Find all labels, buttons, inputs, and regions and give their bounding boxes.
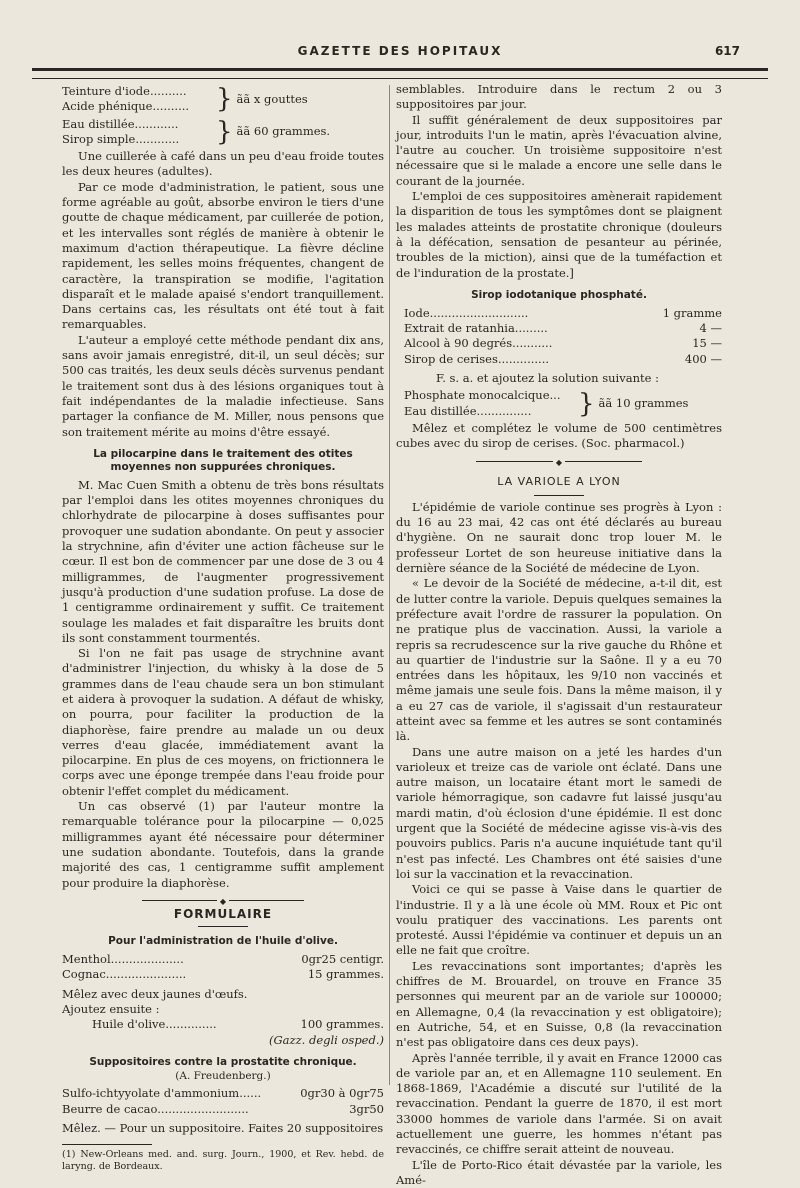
paragraph: Les revaccinations sont importantes; d'après les chiffres de M. Brouardel, on trouve en France 35 personnes qui meurent par an de variole sur 100000; en Allemagne, 0,4 (la revaccination y est obligatoire); en Autriche, 54, et en Suisse, 0,8 (la revaccination n'est pas obligatoire dans ces deux pays). [396,958,722,1050]
recipe-3-heading: Suppositoires contre la prostatite chronique. [89,1055,357,1068]
paragraph: Mêlez et complétez le volume de 500 centimètres cubes avec du sirop de cerises. (Soc. pharmacol.) [396,420,722,451]
section-heading-variole: LA VARIOLE A LYON [497,474,621,488]
column-divider [389,85,390,1085]
paragraph: Dans une autre maison on a jeté les hardes d'un varioleux et treize cas de variole ont éclaté. Dans une autre maison, un locataire étant mort le samedi de variole hémorragique, son cadavre fut laissé jusqu'au mardi matin, d'où éclosion d'une épidémie. Il est donc urgent que la Société de médecine agisse vis-à-vis des pouvoirs publics. Paris n'a aucune inquiétude tant qu'il n'est pas infecté. Les Chambres ont été saisies d'une loi sur la vaccination et la revaccination. [396,744,722,881]
recipe-4-heading: Sirop iodotanique phosphaté. [471,288,647,301]
recipe-1-group-1 [62,84,384,115]
ingredient: Eau distillée............... [404,403,532,418]
header-rule [32,68,768,79]
recipe-row [404,321,722,336]
recipe-1-group-2 [62,117,384,148]
paragraph: L'emploi de ces suppositoires amènerait rapidement la disparition de tous les symptômes dont se plaignent les malades atteints de prostatite chronique (douleurs à la défécation, sensation de pesanteur au périnée, troubles de la miction), ainsi que de la tuméfaction et de l'induration de la prostate.] [396,189,722,280]
quantity: ãã x gouttes [236,91,308,106]
quantity: 3gr50 [349,1101,384,1116]
paragraph: L'île de Porto-Rico était dévastée par la variole, les Amé- [396,1157,722,1187]
paragraph: Par ce mode d'administration, le patient, sous une forme agréable au goût, absorbe environ le tiers d'une goutte de chaque médicament, par cuillerée de potion, et les intervalles sont réglés de manière à obtenir le maximum d'action thérapeutique. La fièvre décline rapidement, les selles moins fréquentes, changent de caractère, la transpiration se modifie, l'agitation disparaît et le malade apaisé s'endort tranquillement. Dans certains cas, les résultats ont été tout à fait remarquables. [62,179,384,332]
quantity: 100 grammes. [300,1017,384,1032]
quantity: 4 — [699,321,722,336]
ornament-divider [62,895,384,905]
paragraph: Voici ce qui se passe à Vaise dans le quartier de l'industrie. Il y a là une école où MM. Roux et Pic ont voulu pratiquer des vaccinations. Les parents ont protesté. Aussi l'épidémie va continuer et depuis un an elle ne fait que croître. [396,882,722,958]
recipe-row [404,336,722,351]
ornament-divider [396,456,722,466]
paragraph: Il suffit généralement de deux suppositoires par jour, introduits l'un le matin, après l'évacuation alvine, l'autre au coucher. Un troisième suppositoire n'est nécessaire que si le malade a encore une selle dans le courant de la journée. [396,112,722,188]
ingredient: Cognac...................... [62,967,187,982]
paragraph: « Le devoir de la Société de médecine, a-t-il dit, est de lutter contre la variole. Depuis quelques semaines la préfecture avait l'ordre de rassurer la population. On ne pratique plus de vaccination. Aussi, la variole a repris sa recrudescence sur la rive gauche du Rhône et au quartier de l'industrie sur la Saône. Il y a eu 70 entrées dans les hôpitaux, les 9/10 non vaccinés et même jamais une seule fois. Dans la même maison, il y a eu 27 cas de variole, il s'agissait d'un restaurateur atteint avec sa femme et les autres se sont contaminés là. [396,576,722,744]
quantity: 15 — [692,336,722,351]
recipe-instruction: Mêlez avec deux jaunes d'œufs. [62,986,248,1001]
ingredient: Sirop de cerises.............. [404,351,550,366]
ingredient: Iode........................... [404,305,529,320]
ingredient: Acide phénique.......... [62,99,190,114]
ingredient: Phosphate monocalcique... [404,388,561,403]
recipe-4-group [404,388,722,419]
recipe-2 [62,952,384,983]
section-heading-pilocarpine: La pilocarpine dans le traitement des otites moyennes non suppurées chroniques. [93,447,353,473]
formulaire-heading: FORMULAIRE [173,906,273,921]
paragraph: semblables. Introduire dans le rectum 2 ou 3 suppositoires par jour. [396,82,722,112]
recipe-author: (A. Freudenberg.) [175,1069,271,1082]
recipe-instruction: F. s. a. et ajoutez la solution suivante : [436,371,659,386]
quantity: ãã 60 grammes. [236,124,331,139]
ingredient: Beurre de cacao......................... [62,1101,249,1116]
ingredient: Huile d'olive.............. [92,1017,217,1032]
footnote: (1) New-Orleans med. and. surg. Journ., 1900, et Rev. hebd. de laryng. de Bordeaux. [62,1149,384,1173]
ingredient: Sirop simple............ [62,131,180,146]
recipe-source: (Gazz. degli osped.) [269,1032,384,1047]
ingredient: Sulfo-ichtyyolate d'ammonium...... [62,1086,262,1101]
ingredient: Eau distillée............ [62,116,179,131]
recipe-instruction: Mêlez. — Pour un suppositoire. Faites 20 suppositoires [62,1120,384,1135]
short-rule [534,495,584,496]
recipe-row [62,952,384,967]
right-column [396,82,722,1188]
paragraph: Après l'année terrible, il y avait en France 12000 cas de variole par an, et en Allemagne 110 seulement. En 1868-1869, l'Académie a discuté sur l'utilité de la revaccination. Pendant la guerre de 1870, il est mort 33000 hommes de variole dans l'armée. Si on avait actuellement une guerre, les hommes n'étant pas revaccinés, ce chiffre serait atteint de nouveau. [396,1050,722,1157]
ingredient: Menthol.................... [62,952,184,967]
page-number: 617 [714,44,740,58]
recipe-row [62,1086,384,1101]
recipe-4 [404,306,722,367]
recipe-3 [62,1086,384,1117]
quantity: 0gr25 centigr. [301,952,384,967]
recipe-row [62,1017,384,1032]
paragraph: L'auteur a employé cette méthode pendant dix ans, sans avoir jamais enregistré, dit-il, un seul décès; sur 500 cas traités, les deux seuls décès survenus pendant le traitement sont dus à des lésions organiques tout à fait indépendantes de la maladie infectieuse. Sans partager la confiance de M. Miller, nous pensons que son traitement mérite au moins d'être essayé. [62,332,384,439]
paragraph: Si l'on ne fait pas usage de strychnine avant d'administrer l'injection, du whisky à la dose de 5 grammes dans de l'eau chaude sera un bon stimulant et aidera à provoquer la sudation. A défaut de whisky, on pourra, pour faciliter la production de la diaphorèse, faire prendre au malade un ou deux verres d'eau glacée, immédiatement avant la pilocarpine. En plus de ces moyens, on frictionnera le corps avec une éponge trempée dans l'eau froide pour obtenir l'effet complet du médicament. [62,646,384,798]
left-column [62,82,384,1173]
recipe-row [62,967,384,982]
recipe-instruction: Ajoutez ensuite : [62,1002,160,1017]
ingredient: Extrait de ratanhia......... [404,321,548,336]
recipe-row [62,1102,384,1117]
quantity: 0gr30 à 0gr75 [300,1086,384,1101]
recipe-2-heading: Pour l'administration de l'huile d'olive. [108,935,338,948]
ingredient: Teinture d'iode.......... [62,84,187,98]
paragraph: Un cas observé (1) par l'auteur montre la remarquable tolérance pour la pilocarpine — 0,025 milligrammes ayant été nécessaire pour déterminer une sudation abondante. Toutefois, dans la grande majorité des cas, 1 centigramme suffit amplement pour produire la diaphorèse. [62,799,384,890]
brace-icon: } [578,388,595,419]
brace-icon: } [216,84,233,115]
paragraph: L'épidémie de variole continue ses progrès à Lyon : du 16 au 23 mai, 42 cas ont été déclarés au bureau d'hygiène. On ne saurait donc trop louer M. le professeur Lortet de son heureuse initiative dans la dernière séance de la Société de médecine de Lyon. [396,499,722,576]
ingredient: Alcool à 90 degrés........... [404,336,553,351]
footnote-rule [62,1144,152,1145]
quantity: 400 — [684,351,722,366]
quantity: 1 gramme [662,305,722,320]
recipe-row [404,306,722,321]
quantity: 15 grammes. [307,967,384,982]
paragraph: Une cuillerée à café dans un peu d'eau froide toutes les deux heures (adultes). [62,149,384,179]
journal-title: GAZETTE DES HOPITAUX [297,44,503,58]
short-rule [198,926,248,927]
recipe-row [404,352,722,367]
paragraph: M. Mac Cuen Smith a obtenu de très bons résultats par l'emploi dans les otites moyennes chroniques du chlorhydrate de pilocarpine à doses suffisantes pour provoquer une sudation abondante. On peut y associer la strychnine, afin d'éviter une action fâcheuse sur le cœur. Il est bon de commencer par une dose de 3 ou 4 milligrammes, de l'augmenter progressivement jusqu'à production d'une sudation profuse. La dose de 1 centigramme ordinairement y suffit. Ce traitement soulage les malades et fait disparaître les bruits dont ils sont constamment tourmentés. [62,477,384,645]
quantity: ãã 10 grammes [598,395,689,410]
brace-icon: } [216,116,233,147]
